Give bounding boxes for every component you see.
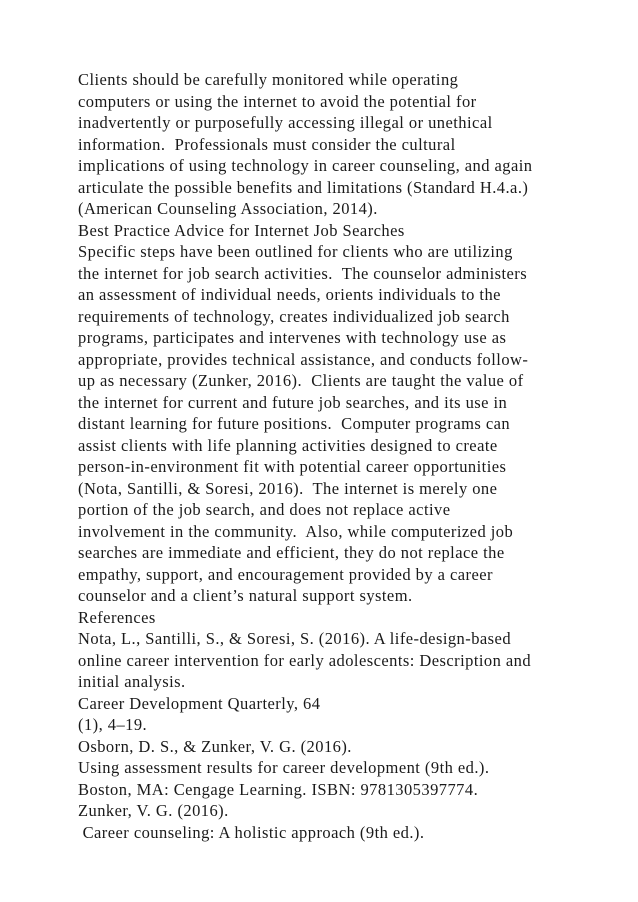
body-line: Clients should be carefully monitored while operating — [78, 70, 459, 89]
body-line: the internet for current and future job searches, and its use in — [78, 392, 508, 412]
reference-line: Boston, MA: Cengage Learning. ISBN: 9781305397774. — [78, 779, 479, 799]
body-line: (Nota, Santilli, & Soresi, 2016). The internet is merely one — [78, 478, 498, 498]
document-body — [78, 69, 623, 843]
section-heading: Best Practice Advice for Internet Job Searches — [78, 220, 405, 240]
reference-line: Career counseling: A holistic approach (9th ed.). — [78, 822, 425, 842]
reference-line: Nota, L., Santilli, S., & Soresi, S. (2016). A life-design-based — [78, 629, 512, 648]
body-line: searches are immediate and efficient, they do not replace the — [78, 543, 505, 562]
reference-line: Career Development Quarterly, 64 — [78, 693, 321, 713]
body-line: distant learning for future positions. Computer programs can — [78, 414, 511, 433]
body-line: an assessment of individual needs, orients individuals to the — [78, 285, 501, 304]
reference-line: Zunker, V. G. (2016). — [78, 801, 229, 820]
reference-line: (1), 4–19. — [78, 715, 148, 734]
body-line: the internet for job search activities. The counselor administers — [78, 263, 528, 283]
body-line: programs, participates and intervenes with technology use as — [78, 328, 507, 347]
body-line: up as necessary (Zunker, 2016). Clients are taught the value of — [78, 371, 524, 390]
body-line: appropriate, provides technical assistance, and conducts follow- — [78, 349, 529, 369]
reference-line: online career intervention for early adolescents: Description and — [78, 650, 532, 670]
body-line: assist clients with life planning activities designed to create — [78, 435, 498, 455]
reference-line: Using assessment results for career development (9th ed.). — [78, 758, 490, 777]
body-line: involvement in the community. Also, while computerized job — [78, 521, 514, 541]
body-line: implications of using technology in career counseling, and again — [78, 156, 533, 175]
body-line: inadvertently or purposefully accessing illegal or unethical — [78, 113, 493, 132]
body-line: Specific steps have been outlined for clients who are utilizing — [78, 242, 513, 261]
body-line: counselor and a client’s natural support system. — [78, 586, 413, 605]
body-line: computers or using the internet to avoid the potential for — [78, 91, 477, 111]
reference-line: Osborn, D. S., & Zunker, V. G. (2016). — [78, 736, 352, 756]
body-line: requirements of technology, creates individualized job search — [78, 306, 510, 326]
references-heading: References — [78, 607, 156, 627]
body-line: portion of the job search, and does not replace active — [78, 500, 451, 519]
body-line: information. Professionals must consider the cultural — [78, 134, 456, 154]
body-line: person-in-environment fit with potential career opportunities — [78, 457, 507, 476]
reference-line: initial analysis. — [78, 672, 186, 691]
body-line: empathy, support, and encouragement provided by a career — [78, 564, 493, 584]
body-line: articulate the possible benefits and limitations (Standard H.4.a.) — [78, 177, 529, 197]
body-line: (American Counseling Association, 2014). — [78, 199, 378, 218]
